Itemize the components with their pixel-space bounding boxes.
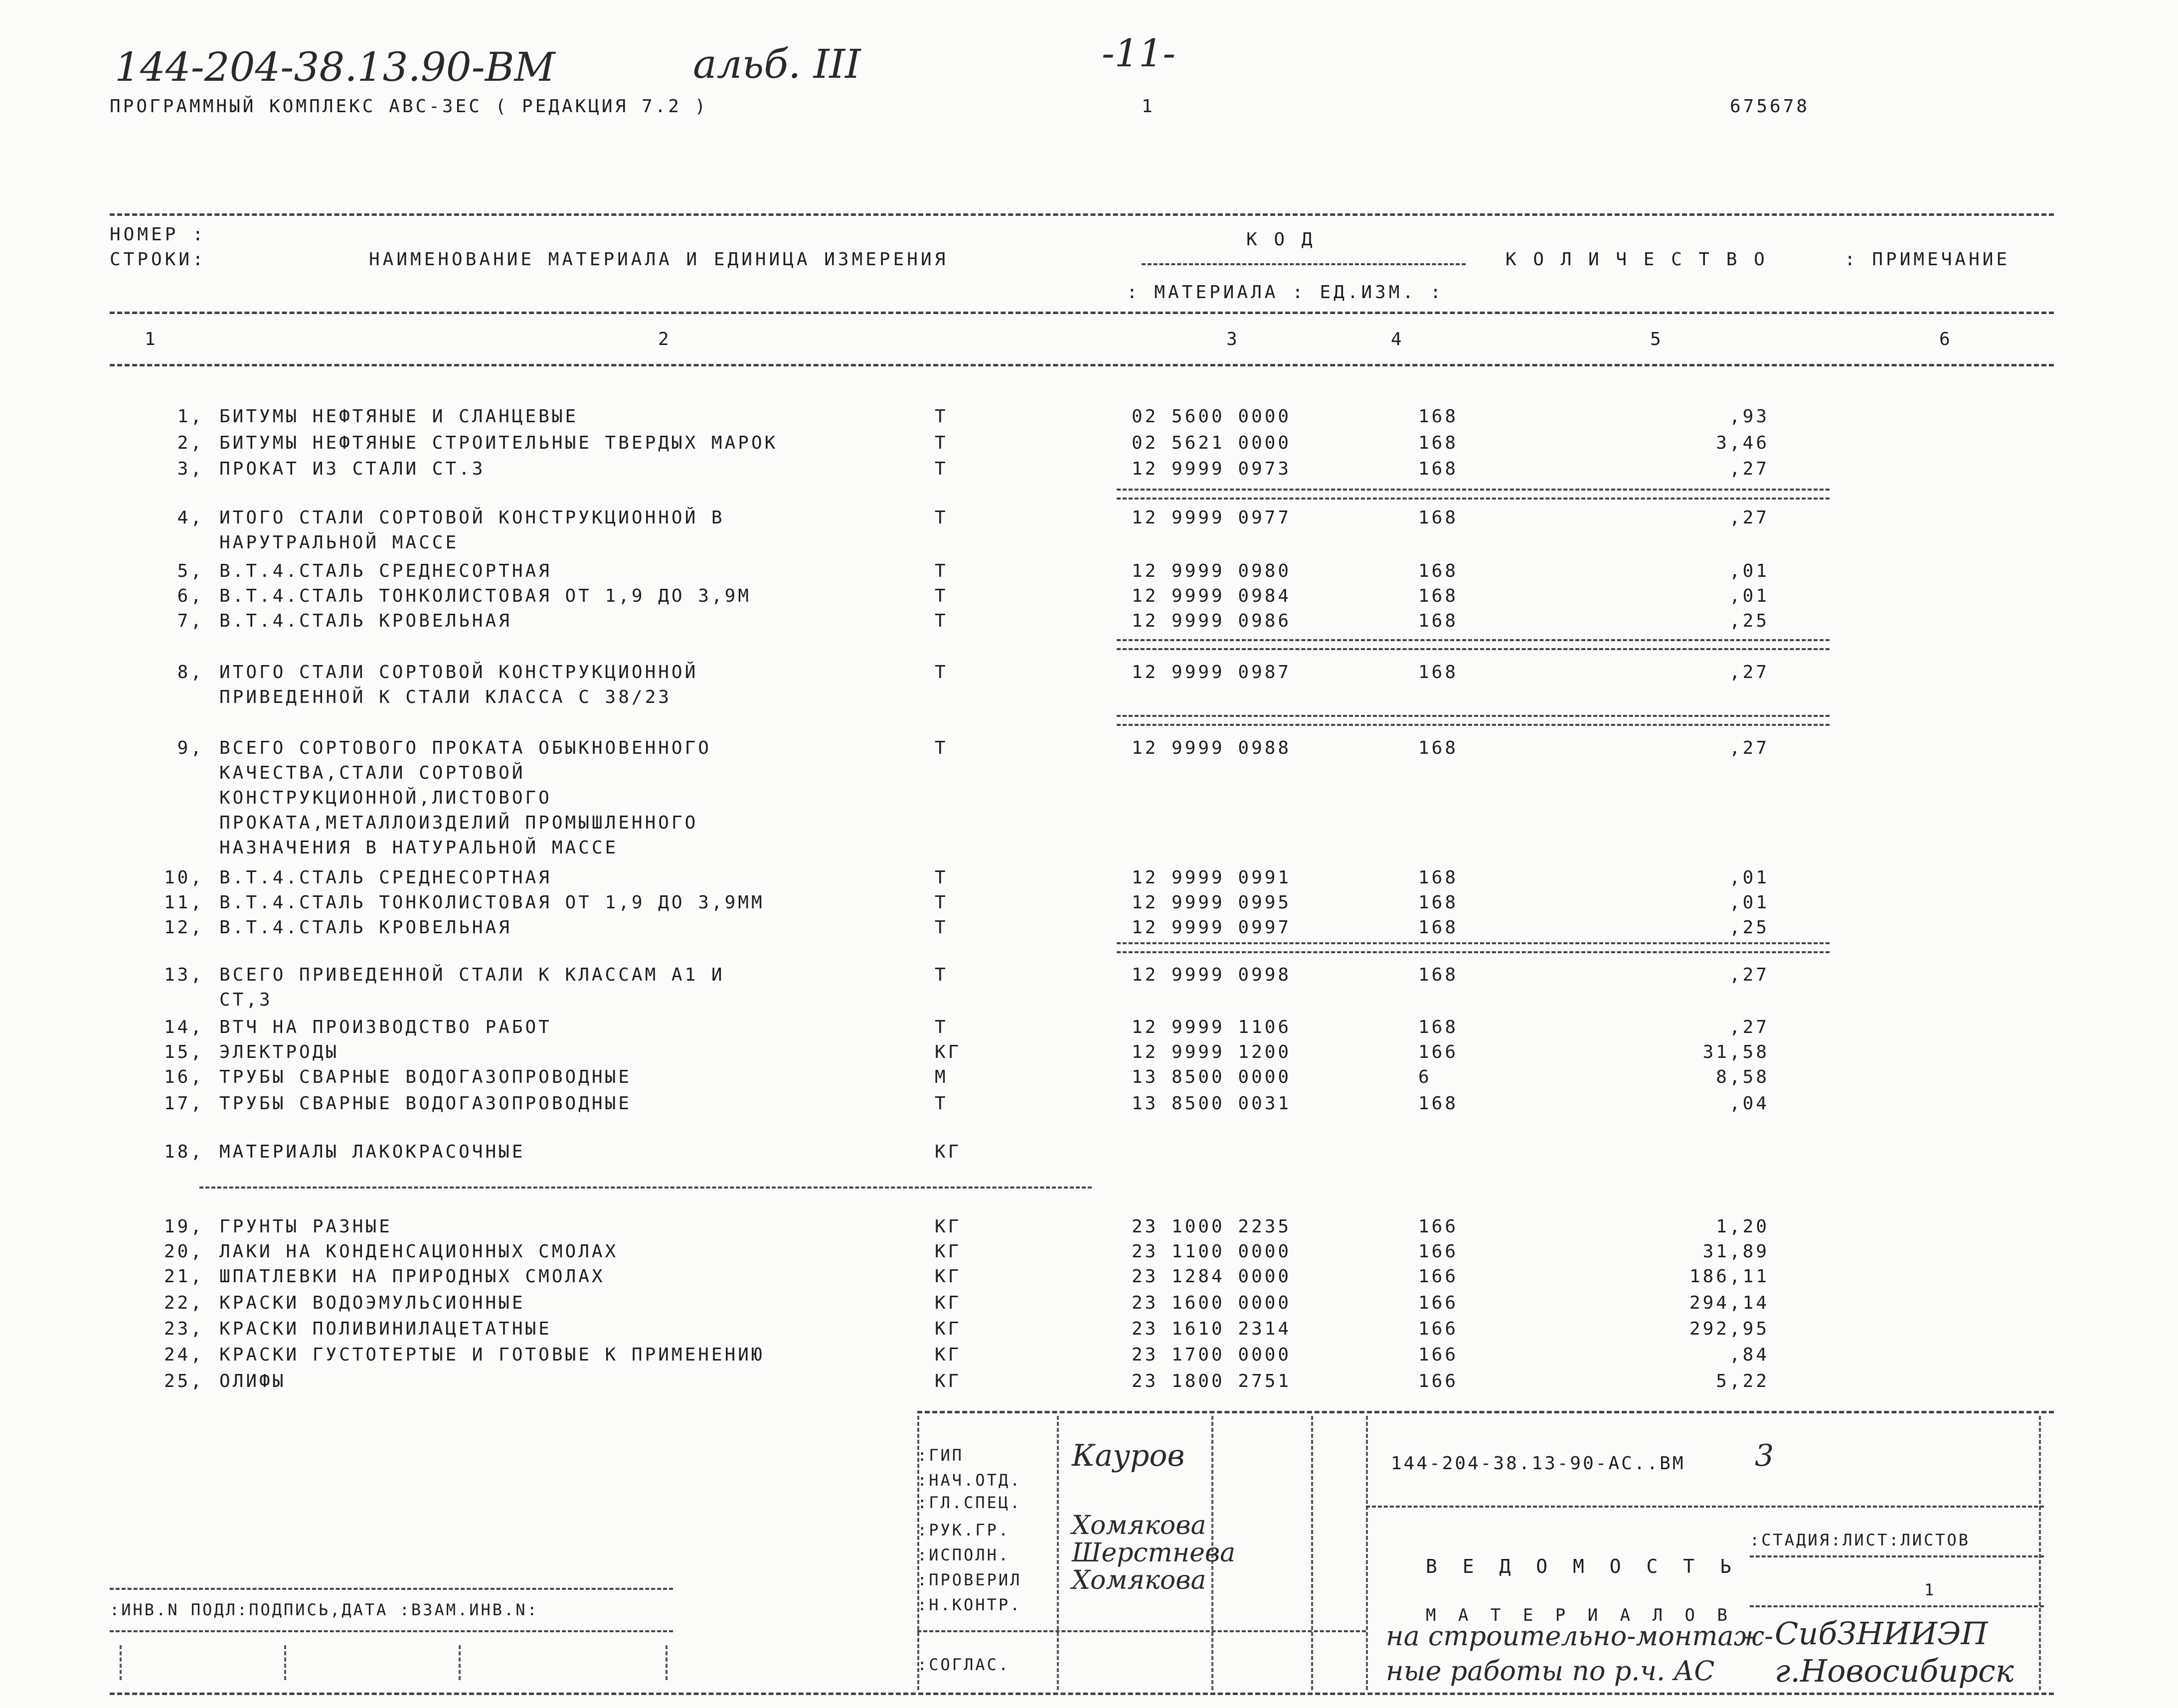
- row-number: 22,: [164, 1293, 204, 1313]
- handwritten-code: 144-204-38.13.90-ВМ: [115, 44, 555, 90]
- row-number: 7,: [177, 611, 204, 631]
- row-unit-code: 166: [1418, 1293, 1459, 1313]
- row-name-line: КРАСКИ ПОЛИВИНИЛАЦЕТАТНЫЕ: [219, 1319, 552, 1339]
- stamp-top-rule: [917, 1411, 2054, 1413]
- row-material-code: 23 1800 2751: [1132, 1371, 1292, 1391]
- table-row: [0, 508, 2178, 557]
- row-number: 9,: [177, 738, 204, 758]
- table-row: [0, 1266, 2178, 1291]
- row-number: 2,: [177, 433, 204, 453]
- row-unit-code: 166: [1418, 1345, 1459, 1365]
- table-row: [0, 738, 2178, 862]
- row-quantity: ,01: [1729, 892, 1769, 913]
- table-row: [0, 1293, 2178, 1318]
- row-unit: Т: [935, 586, 948, 606]
- row-unit-code: 166: [1418, 1216, 1459, 1237]
- row-unit-code: 168: [1418, 965, 1459, 985]
- stamp-gip: :ГИП: [917, 1446, 964, 1465]
- handwritten-album: альб. III: [693, 41, 861, 87]
- row-material-code: 02 5600 0000: [1132, 406, 1292, 427]
- handwritten-sheet-number: -11-: [1102, 31, 1176, 75]
- row-name-line: ИТОГО СТАЛИ СОРТОВОЙ КОНСТРУКЦИОННОЙ: [219, 662, 698, 683]
- row-material-code: 13 8500 0031: [1132, 1093, 1292, 1114]
- header-col1-line1: НОМЕР :: [110, 224, 206, 245]
- row-material-code: 12 9999 0986: [1132, 611, 1292, 631]
- header-quantity: К О Л И Ч Е С Т В О: [1506, 249, 1768, 270]
- row-number: 6,: [177, 586, 204, 606]
- row-number: 5,: [177, 561, 204, 581]
- row-material-code: 12 9999 1106: [1132, 1017, 1292, 1037]
- row-material-code: 23 1600 0000: [1132, 1293, 1292, 1313]
- row-unit-code: 166: [1418, 1042, 1459, 1062]
- row-material-code: 12 9999 0991: [1132, 867, 1292, 888]
- row-name-line: ЛАКИ НА КОНДЕНСАЦИОННЫХ СМОЛАХ: [219, 1241, 619, 1262]
- row-name-line: В.Т.4.СТАЛЬ КРОВЕЛЬНАЯ: [219, 917, 512, 938]
- stamp-n-kontr: :Н.КОНТР.: [917, 1595, 1022, 1614]
- signature-gip: Кауров: [1072, 1438, 1185, 1473]
- row-name-line: СТ,3: [219, 990, 273, 1010]
- row-name-line: В.Т.4.СТАЛЬ КРОВЕЛЬНАЯ: [219, 611, 512, 631]
- row-quantity: ,84: [1729, 1345, 1769, 1365]
- row-quantity: ,25: [1729, 917, 1769, 938]
- stamp-nach-otd: :НАЧ.ОТД.: [917, 1471, 1022, 1490]
- row-name-line: ГРУНТЫ РАЗНЫЕ: [219, 1216, 392, 1237]
- row-material-code: 23 1100 0000: [1132, 1241, 1292, 1262]
- row-unit: Т: [935, 917, 948, 938]
- row-number: 10,: [164, 867, 204, 888]
- stamp-stage-sheet: 1: [1924, 1580, 1936, 1599]
- table-row: [0, 1216, 2178, 1241]
- row-name-line: ПРОКАТ ИЗ СТАЛИ СТ.3: [219, 459, 486, 479]
- row-unit-code: 168: [1418, 1093, 1459, 1114]
- row-name-line: НАРУТРАЛЬНОЙ МАССЕ: [219, 532, 459, 553]
- total-separator: [1117, 715, 1830, 726]
- row-unit-code: 168: [1418, 892, 1459, 913]
- table-row: [0, 662, 2178, 712]
- total-separator: [1117, 639, 1830, 650]
- table-top-rule: [110, 213, 2054, 216]
- row-quantity: ,04: [1729, 1093, 1769, 1114]
- signature-ispoln: Шерстнева: [1072, 1538, 1236, 1568]
- row-unit: Т: [935, 611, 948, 631]
- row-material-code: 12 9999 0987: [1132, 662, 1292, 683]
- stamp-ruk-gr: :РУК.ГР.: [917, 1521, 1010, 1539]
- header-col2: НАИМЕНОВАНИЕ МАТЕРИАЛА И ЕДИНИЦА ИЗМЕРЕНИЯ: [369, 249, 949, 270]
- stamp-stage-header: :СТАДИЯ:ЛИСТ:ЛИСТОВ: [1750, 1531, 1971, 1549]
- row-unit-code: 168: [1418, 917, 1459, 938]
- stamp-soglas: :СОГЛАС.: [917, 1655, 1010, 1674]
- row-material-code: 23 1610 2314: [1132, 1319, 1292, 1339]
- stamp-title-hand1: на строительно-монтаж-: [1386, 1620, 1774, 1652]
- row-quantity: ,25: [1729, 611, 1769, 631]
- inv-vline: [120, 1645, 122, 1680]
- row-material-code: 12 9999 0995: [1132, 892, 1292, 913]
- row-unit: КГ: [935, 1345, 962, 1365]
- stamp-doc-code-hand: 3: [1755, 1438, 1774, 1473]
- row-number: 1,: [177, 406, 204, 427]
- row-name-line: В.Т.4.СТАЛЬ СРЕДНЕСОРТНАЯ: [219, 561, 552, 581]
- header-code-rule: [1142, 263, 1466, 265]
- row-quantity: ,93: [1729, 406, 1769, 427]
- stamp-gl-spec: :ГЛ.СПЕЦ.: [917, 1493, 1022, 1512]
- page-bottom-rule: [110, 1693, 2054, 1695]
- section-separator: [199, 1187, 1092, 1189]
- total-separator: [1117, 942, 1830, 953]
- row-unit: М: [935, 1067, 948, 1087]
- row-number: 4,: [177, 508, 204, 528]
- table-row: [0, 433, 2178, 458]
- row-name-line: ПРОКАТА,МЕТАЛЛОИЗДЕЛИЙ ПРОМЫШЛЕННОГО: [219, 813, 698, 833]
- table-row: [0, 406, 2178, 431]
- signature-proveril: Хомякова: [1072, 1565, 1206, 1595]
- row-material-code: 12 9999 0998: [1132, 965, 1292, 985]
- row-name-line: В.Т.4.СТАЛЬ ТОНКОЛИСТОВАЯ ОТ 1,9 ДО 3,9М: [219, 586, 751, 606]
- row-name-line: КАЧЕСТВА,СТАЛИ СОРТОВОЙ: [219, 763, 525, 783]
- row-number: 18,: [164, 1142, 204, 1162]
- row-quantity: ,27: [1729, 508, 1769, 528]
- table-row: [0, 459, 2178, 484]
- stamp-rule: [1750, 1605, 2044, 1607]
- row-unit-code: 168: [1418, 459, 1459, 479]
- row-name-line: ВСЕГО ПРИВЕДЕННОЙ СТАЛИ К КЛАССАМ А1 И: [219, 965, 725, 985]
- row-name-line: МАТЕРИАЛЫ ЛАКОКРАСОЧНЫЕ: [219, 1142, 525, 1162]
- row-name-line: ОЛИФЫ: [219, 1371, 286, 1391]
- row-unit-code: 166: [1418, 1371, 1459, 1391]
- row-quantity: ,27: [1729, 965, 1769, 985]
- row-name-line: В.Т.4.СТАЛЬ ТОНКОЛИСТОВАЯ ОТ 1,9 ДО 3,9ММ: [219, 892, 765, 913]
- row-name-line: ТРУБЫ СВАРНЫЕ ВОДОГАЗОПРОВОДНЫЕ: [219, 1093, 632, 1114]
- row-unit-code: 168: [1418, 586, 1459, 606]
- row-unit: Т: [935, 508, 948, 528]
- row-quantity: 31,58: [1702, 1042, 1769, 1062]
- row-number: 13,: [164, 965, 204, 985]
- table-row: [0, 611, 2178, 636]
- row-quantity: ,01: [1729, 867, 1769, 888]
- sheet-small-number: 1: [1142, 96, 1155, 117]
- program-line: ПРОГРАММНЫЙ КОМПЛЕКС АВС-3ЕС ( РЕДАКЦИЯ 7.2 ): [110, 96, 708, 117]
- row-material-code: 12 9999 0973: [1132, 459, 1292, 479]
- row-unit: КГ: [935, 1371, 962, 1391]
- row-unit: Т: [935, 1017, 948, 1037]
- row-number: 12,: [164, 917, 204, 938]
- row-number: 3,: [177, 459, 204, 479]
- header-num-1: 1: [145, 329, 159, 349]
- table-row: [0, 1017, 2178, 1042]
- row-unit-code: 166: [1418, 1241, 1459, 1262]
- row-number: 14,: [164, 1017, 204, 1037]
- table-row: [0, 1371, 2178, 1396]
- stamp-title-line2: М А Т Е Р И А Л О В: [1426, 1605, 1733, 1625]
- row-unit-code: 168: [1418, 406, 1459, 427]
- row-unit: КГ: [935, 1042, 962, 1062]
- row-quantity: ,27: [1729, 738, 1769, 758]
- row-material-code: 23 1700 0000: [1132, 1345, 1292, 1365]
- row-number: 17,: [164, 1093, 204, 1114]
- row-unit: Т: [935, 406, 948, 427]
- stamp-org-hand1: СибЗНИИЭП: [1775, 1615, 1988, 1652]
- total-separator: [1117, 489, 1830, 500]
- row-unit: КГ: [935, 1216, 962, 1237]
- row-unit-code: 166: [1418, 1319, 1459, 1339]
- row-material-code: 23 1000 2235: [1132, 1216, 1292, 1237]
- row-unit-code: 6: [1418, 1067, 1432, 1087]
- row-unit: КГ: [935, 1142, 962, 1162]
- row-quantity: 5,22: [1716, 1371, 1769, 1391]
- header-code: К О Д: [1246, 229, 1316, 250]
- header-col1-line2: СТРОКИ:: [110, 249, 206, 270]
- row-quantity: 1,20: [1716, 1216, 1769, 1237]
- table-row: [0, 1319, 2178, 1344]
- row-unit-code: 168: [1418, 561, 1459, 581]
- stamp-vline: [2039, 1416, 2041, 1690]
- row-name-line: КОНСТРУКЦИОННОЙ,ЛИСТОВОГО: [219, 788, 552, 808]
- row-material-code: 12 9999 0997: [1132, 917, 1292, 938]
- stamp-inv-row: :ИНВ.N ПОДЛ:ПОДПИСЬ,ДАТА :ВЗАМ.ИНВ.N:: [110, 1600, 539, 1619]
- header-num-3: 3: [1226, 329, 1240, 349]
- row-unit: Т: [935, 1093, 948, 1114]
- row-number: 21,: [164, 1266, 204, 1287]
- inv-vline: [666, 1645, 668, 1680]
- row-unit: КГ: [935, 1241, 962, 1262]
- row-unit: КГ: [935, 1293, 962, 1313]
- table-row: [0, 917, 2178, 942]
- row-number: 16,: [164, 1067, 204, 1087]
- stamp-rule: [917, 1630, 1366, 1632]
- table-row: [0, 1142, 2178, 1167]
- row-unit: Т: [935, 561, 948, 581]
- inv-vline: [459, 1645, 461, 1680]
- row-number: 19,: [164, 1216, 204, 1237]
- row-material-code: 13 8500 0000: [1132, 1067, 1292, 1087]
- row-quantity: ,27: [1729, 1017, 1769, 1037]
- row-number: 20,: [164, 1241, 204, 1262]
- row-unit-code: 168: [1418, 611, 1459, 631]
- row-unit: КГ: [935, 1319, 962, 1339]
- table-row: [0, 1345, 2178, 1369]
- stamp-org-hand2: г.Новосибирск: [1775, 1653, 2014, 1689]
- inv-mid-rule: [110, 1630, 673, 1632]
- row-number: 25,: [164, 1371, 204, 1391]
- row-quantity: 294,14: [1689, 1293, 1769, 1313]
- signature-ruk-gr: Хомякова: [1072, 1511, 1206, 1540]
- row-quantity: 31,89: [1702, 1241, 1769, 1262]
- header-num-2: 2: [658, 329, 672, 349]
- row-unit: Т: [935, 738, 948, 758]
- row-quantity: ,27: [1729, 662, 1769, 683]
- row-material-code: 02 5621 0000: [1132, 433, 1292, 453]
- row-unit: Т: [935, 662, 948, 683]
- row-unit: Т: [935, 892, 948, 913]
- table-row: [0, 586, 2178, 611]
- row-unit-code: 168: [1418, 433, 1459, 453]
- stamp-vline: [1366, 1416, 1368, 1690]
- row-name-line: БИТУМЫ НЕФТЯНЫЕ И СЛАНЦЕВЫЕ: [219, 406, 579, 427]
- stamp-ispoln: :ИСПОЛН.: [917, 1545, 1010, 1564]
- row-unit-code: 168: [1418, 867, 1459, 888]
- row-unit: Т: [935, 965, 948, 985]
- stamp-vline: [1057, 1416, 1059, 1690]
- row-unit: Т: [935, 459, 948, 479]
- table-row: [0, 561, 2178, 586]
- stamp-vline: [1311, 1416, 1313, 1690]
- row-unit-code: 168: [1418, 662, 1459, 683]
- row-unit-code: 168: [1418, 1017, 1459, 1037]
- row-number: 23,: [164, 1319, 204, 1339]
- table-row: [0, 1241, 2178, 1266]
- row-quantity: 3,46: [1716, 433, 1769, 453]
- row-name-line: НАЗНАЧЕНИЯ В НАТУРАЛЬНОЙ МАССЕ: [219, 838, 619, 858]
- table-row: [0, 1042, 2178, 1067]
- stamp-title-hand2: ные работы по р.ч. АС: [1386, 1655, 1715, 1687]
- row-quantity: 292,95: [1689, 1319, 1769, 1339]
- row-material-code: 12 9999 0980: [1132, 561, 1292, 581]
- row-number: 8,: [177, 662, 204, 683]
- table-row: [0, 867, 2178, 892]
- row-name-line: КРАСКИ ВОДОЭМУЛЬСИОННЫЕ: [219, 1293, 525, 1313]
- row-material-code: 12 9999 0977: [1132, 508, 1292, 528]
- row-unit: Т: [935, 433, 948, 453]
- doc-number: 675678: [1730, 96, 1810, 117]
- row-material-code: 12 9999 0984: [1132, 586, 1292, 606]
- row-quantity: 8,58: [1716, 1067, 1769, 1087]
- row-number: 24,: [164, 1345, 204, 1365]
- table-row: [0, 965, 2178, 1015]
- row-name-line: ТРУБЫ СВАРНЫЕ ВОДОГАЗОПРОВОДНЫЕ: [219, 1067, 632, 1087]
- row-name-line: БИТУМЫ НЕФТЯНЫЕ СТРОИТЕЛЬНЫЕ ТВЕРДЫХ МАРОК: [219, 433, 778, 453]
- row-name-line: КРАСКИ ГУСТОТЕРТЫЕ И ГОТОВЫЕ К ПРИМЕНЕНИЮ: [219, 1345, 765, 1365]
- header-num-5: 5: [1650, 329, 1664, 349]
- header-note: : ПРИМЕЧАНИЕ: [1844, 249, 2010, 270]
- row-unit: Т: [935, 867, 948, 888]
- row-name-line: ВСЕГО СОРТОВОГО ПРОКАТА ОБЫКНОВЕННОГО: [219, 738, 711, 758]
- row-name-line: ЭЛЕКТРОДЫ: [219, 1042, 339, 1062]
- stamp-title-line1: В Е Д О М О С Т Ь: [1426, 1555, 1738, 1577]
- inv-vline: [284, 1645, 286, 1680]
- row-quantity: ,27: [1729, 459, 1769, 479]
- row-unit-code: 168: [1418, 508, 1459, 528]
- row-quantity: 186,11: [1689, 1266, 1769, 1287]
- row-unit: КГ: [935, 1266, 962, 1287]
- row-material-code: 12 9999 1200: [1132, 1042, 1292, 1062]
- stamp-doc-code: 144-204-38.13-90-АС..ВМ: [1391, 1453, 1685, 1474]
- row-quantity: ,01: [1729, 586, 1769, 606]
- row-quantity: ,01: [1729, 561, 1769, 581]
- stamp-rule: [1366, 1506, 2044, 1508]
- row-number: 15,: [164, 1042, 204, 1062]
- table-row: [0, 1067, 2178, 1092]
- header-code-subcols: : МАТЕРИАЛА : ЕД.ИЗМ. :: [1127, 282, 1444, 303]
- stamp-rule: [1750, 1555, 2044, 1557]
- header-mid-rule: [110, 312, 2054, 314]
- row-number: 11,: [164, 892, 204, 913]
- inv-top-rule: [110, 1588, 673, 1590]
- table-row: [0, 892, 2178, 917]
- stamp-proveril: :ПРОВЕРИЛ: [917, 1570, 1022, 1589]
- row-unit-code: 168: [1418, 738, 1459, 758]
- header-num-4: 4: [1391, 329, 1405, 349]
- row-material-code: 12 9999 0988: [1132, 738, 1292, 758]
- row-name-line: ШПАТЛЕВКИ НА ПРИРОДНЫХ СМОЛАХ: [219, 1266, 605, 1287]
- header-num-6: 6: [1939, 329, 1953, 349]
- row-name-line: В.Т.4.СТАЛЬ СРЕДНЕСОРТНАЯ: [219, 867, 552, 888]
- row-name-line: ПРИВЕДЕННОЙ К СТАЛИ КЛАССА С 38/23: [219, 687, 671, 707]
- row-material-code: 23 1284 0000: [1132, 1266, 1292, 1287]
- table-row: [0, 1093, 2178, 1118]
- row-name-line: ВТЧ НА ПРОИЗВОДСТВО РАБОТ: [219, 1017, 552, 1037]
- header-bottom-rule: [110, 364, 2054, 366]
- row-name-line: ИТОГО СТАЛИ СОРТОВОЙ КОНСТРУКЦИОННОЙ В: [219, 508, 725, 528]
- row-unit-code: 166: [1418, 1266, 1459, 1287]
